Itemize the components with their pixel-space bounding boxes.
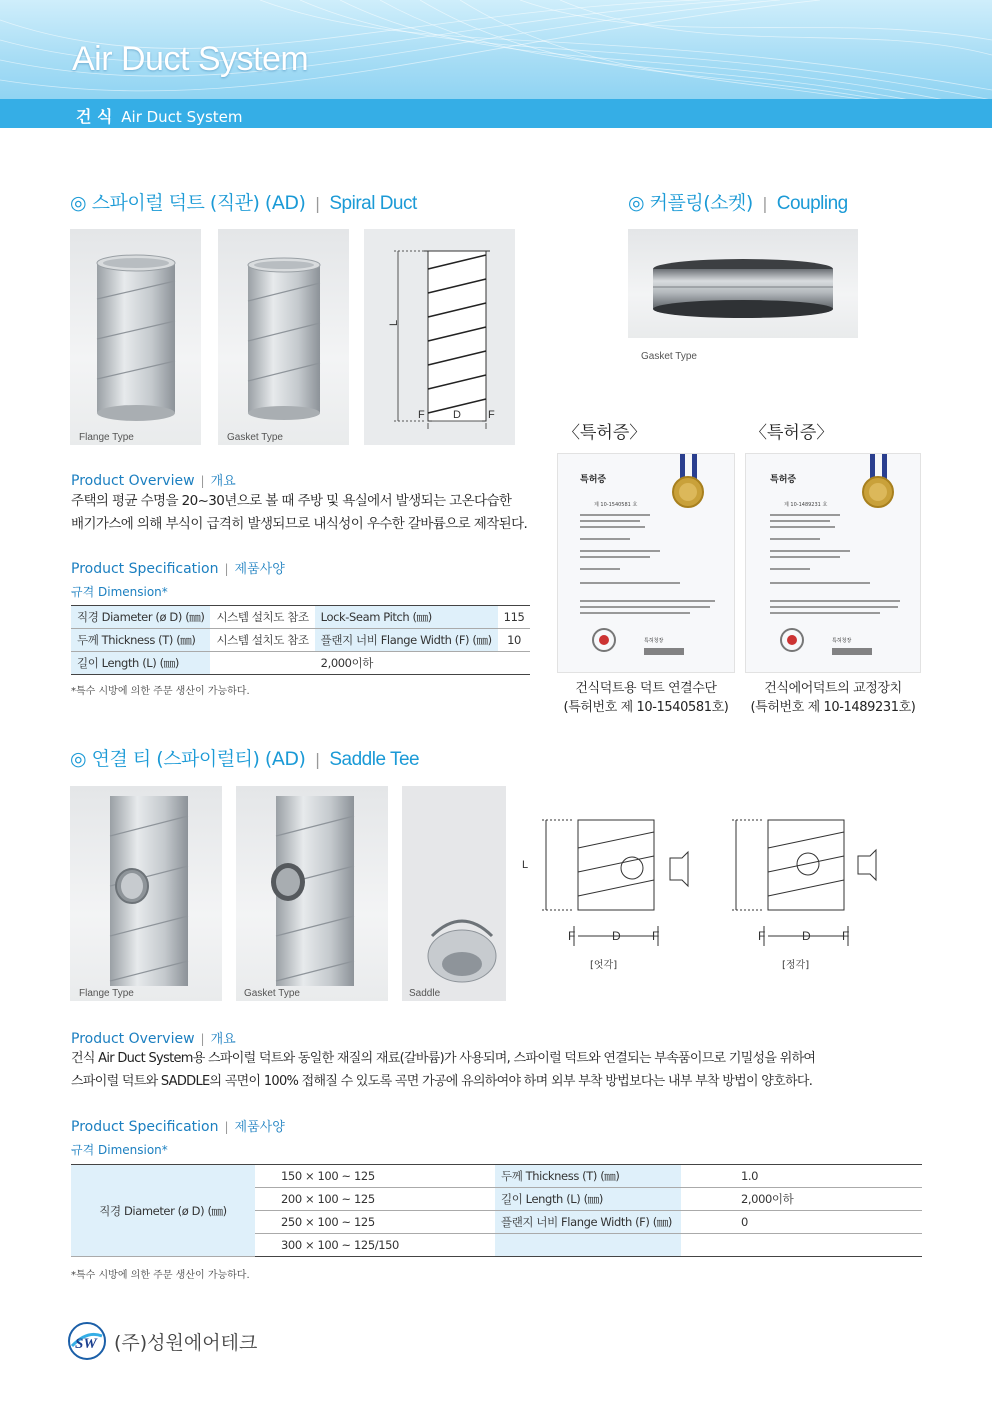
patent-caption-line: (특허번호 제 10-1540581호) (563, 700, 729, 715)
spiral-dimension-label: 규격 Dimension* (71, 585, 168, 599)
coupling-photo (628, 229, 858, 338)
coupling-title-en: Coupling (776, 193, 848, 214)
spiral-duct-title (70, 188, 417, 215)
patent-caption-line: 건식에어덕트의 교정장치 (764, 681, 902, 696)
dim-label-d: D (453, 409, 461, 421)
patent-heading: 〈특허증〉 (750, 423, 834, 443)
saddle-overview-heading (71, 1028, 236, 1047)
coupling-ring-image (628, 229, 858, 338)
heading-separator: | (200, 474, 205, 488)
overview-line: 주택의 평균 수명을 20~30년으로 볼 때 주방 및 욕실에서 발생되는 고온다습한 (71, 493, 512, 509)
certificate-image (746, 454, 922, 674)
caption-gasket-type: Gasket Type (244, 988, 300, 999)
dim-label-f2: F (488, 409, 495, 421)
heading-separator: | (224, 1120, 229, 1134)
caption-flange-type: Flange Type (79, 432, 134, 443)
table-cell: 시스템 설치도 참조 (210, 629, 314, 652)
page-header (0, 0, 992, 128)
spiral-spec-heading (71, 558, 285, 577)
dim-label-f: F (842, 929, 850, 943)
dim-label-f: F (758, 929, 766, 943)
patent-caption-2 (745, 679, 921, 717)
section-mark: ◎ (70, 748, 87, 770)
table-cell (210, 652, 314, 675)
title-separator: | (314, 194, 320, 213)
section-mark: ◎ (70, 192, 87, 214)
saddle-spec-table (71, 1164, 922, 1257)
caption-flange-type: Flange Type (79, 988, 134, 999)
heading-separator: | (200, 1032, 205, 1046)
patent-certificate-1 (557, 453, 735, 673)
table-cell: 시스템 설치도 참조 (210, 606, 314, 629)
table-cell: 2,000이하 (681, 1188, 922, 1211)
title-separator: | (762, 194, 768, 213)
saddle-tee-drawings (402, 786, 922, 1001)
cert-number: 제 10-1489231 호 (784, 502, 828, 508)
patent-caption-line: 건식덕트용 덕트 연결수단 (575, 681, 717, 696)
saddle-note: *특수 시방에 의한 주문 생산이 가능하다. (71, 1270, 250, 1281)
cert-title: 특허증 (770, 475, 797, 485)
company-name: (주)성원에어테크 (114, 1332, 258, 1354)
dim-label-l: L (388, 319, 400, 326)
cert-office: 특허청장 (832, 638, 852, 644)
saddle-tee-title-kr: 연결 티 (스파이럴티) (AD) (91, 748, 306, 770)
table-cell: 길이 Length (L) (㎜) (495, 1188, 681, 1211)
heading-separator: | (224, 562, 229, 576)
section-mark: ◎ (628, 192, 645, 214)
certificate-image (558, 454, 736, 674)
cert-title: 특허증 (580, 475, 607, 485)
table-cell: 150 × 100 ~ 125 (255, 1165, 495, 1188)
cert-number: 제 10-1540581 호 (594, 502, 638, 508)
table-row (71, 606, 530, 629)
title-separator: | (314, 750, 320, 769)
header-sub-en: Air Duct System (121, 108, 243, 126)
overview-en: Product Overview (71, 473, 195, 489)
company-logo (68, 1322, 106, 1360)
table-cell: 250 × 100 ~ 125 (255, 1211, 495, 1234)
table-cell: Lock-Seam Pitch (㎜) (315, 606, 498, 629)
tee-image (70, 786, 222, 1001)
table-cell (681, 1234, 922, 1257)
spiral-overview-text (71, 490, 527, 536)
dim-label-d: D (612, 929, 621, 943)
table-cell: 두께 Thickness (T) (㎜) (495, 1165, 681, 1188)
caption-coupling-gasket: Gasket Type (641, 351, 697, 362)
spec-kr: 제품사양 (234, 1120, 285, 1135)
spiral-note: *특수 시방에 의한 주문 생산이 가능하다. (71, 686, 250, 697)
caption-saddle: Saddle (409, 988, 441, 999)
page-title: Air Duct System (72, 40, 309, 78)
duct-cylinder-image (218, 229, 349, 445)
saddle-tee-title-en: Saddle Tee (329, 749, 420, 770)
table-row (71, 1165, 922, 1188)
dim-label-f: F (568, 929, 576, 943)
table-cell (495, 1234, 681, 1257)
spec-en: Product Specification (71, 561, 219, 577)
saddle-photo (428, 921, 496, 982)
saddle-tee-gasket-photo (236, 786, 388, 1001)
dim-label-f: F (652, 929, 660, 943)
table-cell: 300 × 100 ~ 125/150 (255, 1234, 495, 1257)
header-sub-kr: 건 식 (76, 107, 113, 126)
saddle-overview-text (71, 1047, 815, 1093)
table-cell-diameter: 직경 Diameter (ø D) (㎜) (71, 1165, 255, 1257)
table-cell: 길이 Length (L) (㎜) (71, 652, 210, 675)
spiral-overview-heading (71, 470, 236, 489)
table-cell: 직경 Diameter (ø D) (㎜) (71, 606, 210, 629)
cert-office: 특허청장 (644, 638, 664, 644)
diagram-caption-right-angle: [정각] (782, 960, 810, 971)
spiral-spec-table (71, 605, 530, 675)
table-cell (498, 652, 531, 675)
table-cell: 플랜지 너비 Flange Width (F) (㎜) (495, 1211, 681, 1234)
spiral-duct-title-kr: 스파이럴 덕트 (직관) (AD) (91, 192, 306, 214)
spec-en: Product Specification (71, 1119, 219, 1135)
duct-cylinder-image (70, 229, 201, 445)
coupling-title (628, 188, 848, 215)
table-cell: 200 × 100 ~ 125 (255, 1188, 495, 1211)
saddle-tee-title (70, 744, 419, 771)
spec-kr: 제품사양 (234, 562, 285, 577)
tee-image (236, 786, 388, 1001)
saddle-tee-flange-photo (70, 786, 222, 1001)
patent-caption-line: (특허번호 제 10-1489231호) (750, 700, 916, 715)
patent-caption-1 (557, 679, 735, 717)
overview-en: Product Overview (71, 1031, 195, 1047)
dim-label-f: F (418, 409, 425, 421)
overview-line: 스파이럴 덕트와 SADDLE의 곡면이 100% 접해질 수 있도록 곡면 가공에 유의하여야 하며 외부 부착 방법보다는 내부 부착 방법이 양호하다. (71, 1074, 813, 1089)
overview-kr: 개요 (210, 1032, 236, 1047)
patent-certificate-2 (745, 453, 921, 673)
logo-text: SW (75, 1336, 97, 1352)
table-cell: 0 (681, 1211, 922, 1234)
overview-line: 건식 Air Duct System용 스파이럴 덕트와 동일한 재질의 재료(갈바륨)가 사용되며, 스파이럴 덕트와 연결되는 부속품이므로 기밀성을 위하여 (71, 1051, 816, 1066)
saddle-dimension-label: 규격 Dimension* (71, 1143, 168, 1157)
saddle-tee-diagram-panel (402, 786, 922, 1001)
table-cell: 두께 Thickness (T) (㎜) (71, 629, 210, 652)
overview-kr: 개요 (210, 474, 236, 489)
spiral-duct-title-en: Spiral Duct (329, 193, 417, 214)
diagram-caption-oblique: [엇각] (590, 960, 618, 971)
overview-line: 배기가스에 의해 부식이 급격히 발생되므로 내식성이 우수한 갈바륨으로 제작된다. (71, 516, 528, 532)
saddle-spec-heading (71, 1116, 285, 1135)
table-cell: 10 (498, 629, 531, 652)
spiral-duct-flange-photo (70, 229, 201, 445)
table-cell: 1.0 (681, 1165, 922, 1188)
spiral-duct-diagram (364, 229, 515, 445)
patent-heading: 〈특허증〉 (563, 423, 647, 443)
table-row (71, 629, 530, 652)
caption-gasket-type: Gasket Type (227, 432, 283, 443)
header-subtitle (76, 104, 243, 127)
duct-dimension-drawing (364, 229, 515, 445)
dim-label-l: L (522, 859, 529, 871)
coupling-title-kr: 커플링(소켓) (649, 192, 753, 214)
spiral-duct-gasket-photo (218, 229, 349, 445)
dim-label-d: D (802, 929, 811, 943)
table-row (71, 652, 530, 675)
table-cell: 플랜지 너비 Flange Width (F) (㎜) (315, 629, 498, 652)
table-cell: 115 (498, 606, 531, 629)
table-cell: 2,000이하 (315, 652, 498, 675)
